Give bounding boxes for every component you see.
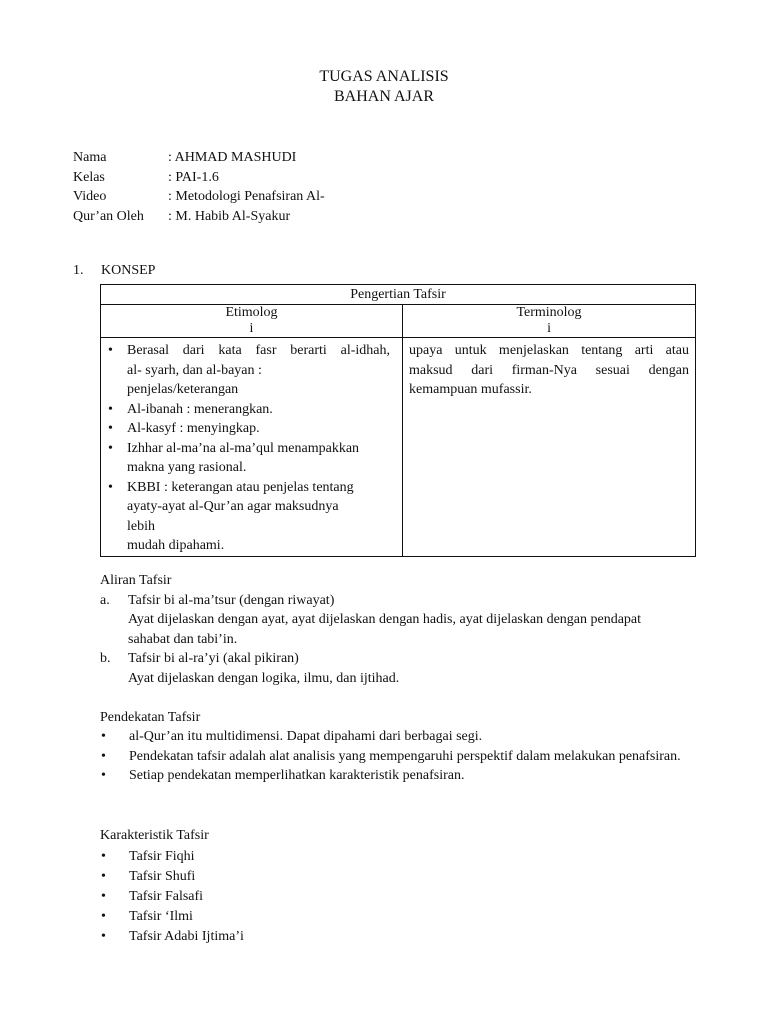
info-label: Nama [73,150,107,165]
bullet-icon: • [101,909,106,924]
info-value: : PAI-1.6 [168,169,219,185]
list-item [108,478,402,556]
info-row-video [73,187,325,207]
student-info [73,148,325,226]
konsep-table [100,284,696,557]
bullet-icon: • [108,343,113,358]
list-item-text: Tafsir Fiqhi [129,849,195,864]
bullet-icon: • [101,929,106,944]
list-item-text: Al-ibanah : menerangkan. [127,401,273,417]
list-item-text: Tafsir Shufi [129,869,196,884]
column-header-line: i [547,321,551,336]
bullet-icon: • [101,768,106,783]
list-item [101,727,691,747]
list-item-text: lebih [127,518,155,534]
list-item-text: Berasal dari kata fasr berarti al-idhah, [127,343,390,358]
list-item [108,439,402,478]
list-item [101,747,691,767]
list-item [101,766,691,786]
etimologi-list [101,341,402,556]
item-description: sahabat dan tabi’in. [128,631,238,647]
info-value: : AHMAD MASHUDI [168,150,297,165]
column-header-terminologi [403,305,696,338]
list-item-text: mudah dipahami. [127,538,225,553]
list-item-text: KBBI : keterangan atau penjelas tentang [127,479,354,495]
info-row-nama [73,148,325,168]
list-item-text: Izhhar al-ma’na al-ma’qul menampakkan [127,440,360,456]
list-item [101,867,699,887]
list-item [108,400,402,420]
list-item [101,847,699,867]
aliran-tafsir-section [100,571,698,688]
info-value: : Metodologi Penafsiran Al- [168,189,325,204]
info-label: Qur’an Oleh [73,208,144,224]
karakteristik-list [101,847,699,947]
table-header: Pengertian Tafsir [101,285,696,305]
column-header-line: Etimolog [225,305,278,320]
section-number: 1. [73,263,84,278]
info-row-kelas [73,168,325,188]
list-item-text: Tafsir Adabi Ijtima’i [129,929,244,944]
bullet-icon: • [108,401,113,417]
list-item [101,887,699,907]
list-item-text: al-Qur’an itu multidimensi. Dapat dipahami dari berbagai segi. [129,729,483,744]
item-index: a. [100,592,110,608]
bullet-icon: • [108,440,113,456]
info-value: : M. Habib Al-Syakur [168,208,291,224]
item-title: Tafsir bi al-ma’tsur (dengan riwayat) [128,592,335,608]
bullet-icon: • [101,748,106,764]
list-item-text: Tafsir ‘Ilmi [129,909,193,924]
list-item-text: Tafsir Falsafi [129,889,204,904]
info-label: Kelas [73,169,105,185]
column-header-line: Terminolog [516,305,582,320]
bullet-icon: • [101,729,106,744]
info-label: Video [73,189,107,204]
list-item-text: Al-kasyf : menyingkap. [127,421,260,436]
etimologi-cell [101,338,403,557]
section-heading: Karakteristik Tafsir [100,828,209,843]
section-title: KONSEP [101,263,156,278]
list-item-text: ayaty-ayat al-Qur’an agar maksudnya [127,499,339,514]
aliran-item-a [100,591,698,650]
column-header-etimologi [101,305,403,338]
bullet-icon: • [108,479,113,495]
list-item-text: Pendekatan tafsir adalah alat analisis yang mempengaruhi perspektif dalam melakukan penafsiran. [129,748,681,764]
list-item [108,419,402,439]
list-item-text: makna yang rasional. [127,460,247,475]
item-title: Tafsir bi al-ra’yi (akal pikiran) [128,651,299,666]
bullet-icon: • [101,849,106,864]
doc-title-line1: TUGAS ANALISIS [319,68,449,85]
item-description: Ayat dijelaskan dengan logika, ilmu, dan ijtihad. [128,670,400,686]
bullet-icon: • [101,869,106,884]
list-item-text: al- syarh, dan al-bayan : [127,362,262,378]
bullet-icon: • [101,889,106,904]
section-heading: Pendekatan Tafsir [100,710,201,725]
bullet-icon: • [108,421,113,436]
list-item [108,341,402,400]
pendekatan-list [101,727,691,786]
list-item-text: penjelas/keterangan [127,382,239,397]
section-heading: Aliran Tafsir [100,573,172,588]
list-item [101,907,699,927]
info-row-oleh [73,207,325,227]
list-item [101,927,699,947]
list-item-text: Setiap pendekatan memperlihatkan karakteristik penafsiran. [129,768,465,783]
terminologi-cell: upaya untuk menjelaskan tentang arti atau maksud dari firman-Nya sesuai dengan kemampuan mufassir. [403,338,696,557]
item-index: b. [100,651,111,666]
column-header-line: i [249,321,254,336]
doc-title-line2: BAHAN AJAR [333,88,434,105]
aliran-item-b [100,649,698,688]
item-description: Ayat dijelaskan dengan ayat, ayat dijelaskan dengan hadis, ayat dijelaskan dengan pendapat [128,612,642,627]
